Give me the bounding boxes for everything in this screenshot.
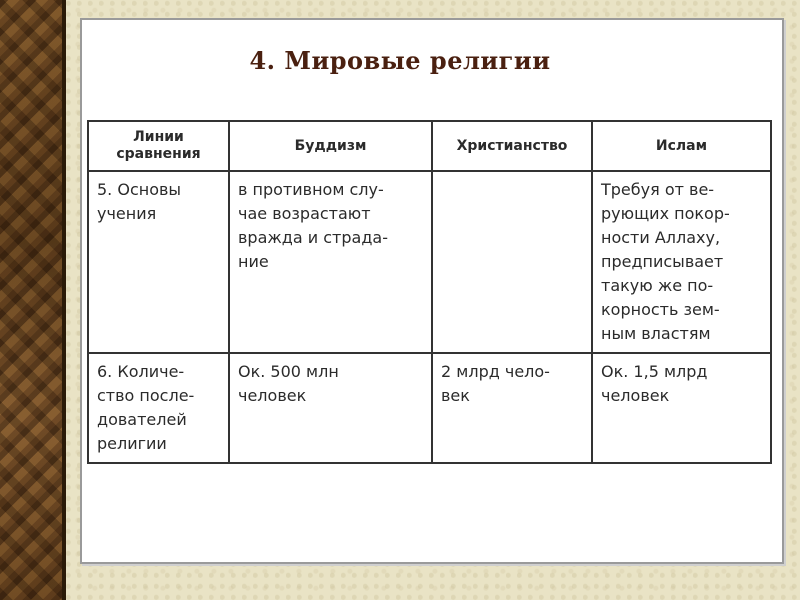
cell-islam-teachings: Требуя от ве- рующих покор- ности Аллаху, предписывает такую же по- корность зем- ным властям [592,171,771,353]
row-label-followers: 6. Количе- ство после- дователей религии [88,353,229,463]
header-comparison-lines: Линии сравнения [88,121,229,171]
header-christianity: Христианство [432,121,592,171]
cell-christianity-followers: 2 млрд чело- век [432,353,592,463]
header-buddhism: Буддизм [229,121,432,171]
cell-islam-followers: Ок. 1,5 млрд человек [592,353,771,463]
table-row [88,171,771,353]
decorative-left-strip [0,0,62,600]
comparison-table [87,120,772,464]
cell-buddhism-teachings: в противном слу- чае возрастают вражда и страда- ние [229,171,432,353]
row-label-teachings: 5. Основы учения [88,171,229,353]
table-header-row [88,121,771,171]
header-islam: Ислам [592,121,771,171]
slide-title: 4. Мировые религии [249,46,551,75]
cell-buddhism-followers: Ок. 500 млн человек [229,353,432,463]
cell-christianity-teachings [432,171,592,353]
table-row [88,353,771,463]
